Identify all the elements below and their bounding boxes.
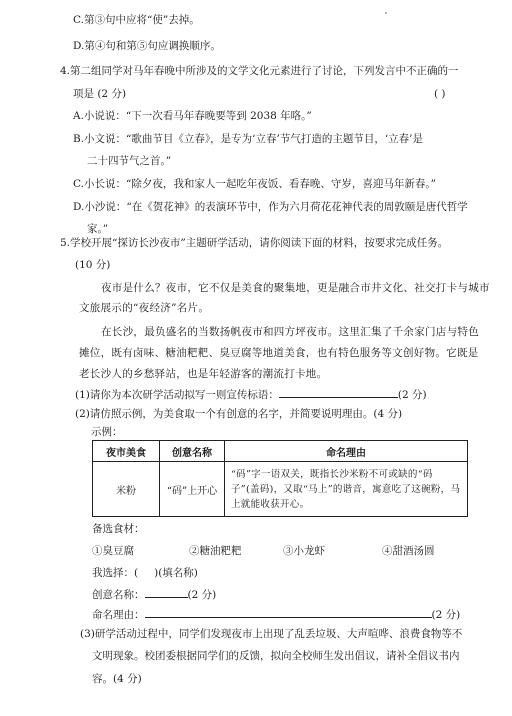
choice-suffix: )(填名称) [154,567,198,579]
header-food: 夜市美食 [93,441,160,462]
option-item-1: ①臭豆腐 [92,545,134,557]
subquestion-1 [75,386,427,402]
option-item-4: ④甜酒汤圆 [382,545,435,557]
naming-reason-blank[interactable] [145,606,432,618]
option-d: D.小沙说：“在《贺花神》的表演环节中，作为六月荷花花神代表的周敦颐是唐代哲学 [73,201,468,213]
material-paragraph-2: 在长沙，最负盛名的当数扬帆夜市和四方坪夜市。这里汇集了千余家门店与特色 [101,326,479,338]
option-item-3: ③小龙虾 [283,545,325,557]
subquestion-3-score: 容。(4 分) [92,673,142,685]
creative-name-label: 创意名称： [92,589,145,601]
question-5-stem: 5.学校开展“探访长沙夜市”主题研学活动，请你阅读下面的材料，按要求完成任务。 [60,237,449,249]
subquestion-3: (3)研学活动过程中，同学们发现夜市上出现了乱丢垃圾、大声喧哗、浪费食物等不 [80,628,463,640]
naming-reason-score: (2 分) [431,609,461,621]
subquestion-3-cont: 文明现象。校团委根据同学们的反馈，拟向全校师生发出倡议，请补全倡议书内 [92,650,460,662]
table-header-row [93,441,468,462]
cell-name: “码”上开心 [160,462,225,517]
option-c-previous: C.第③句中应将“使”去掉。 [73,14,200,26]
header-reason: 命名理由 [225,441,468,462]
slogan-answer-blank[interactable] [279,386,398,398]
creative-name-line [92,586,216,602]
options-label: 备选食材： [92,523,145,535]
material-paragraph-1: 夜市是什么？夜市，它不仅是美食的聚集地，更是融合市井文化、社交打卡与城市 [101,282,490,294]
question-4-stem-cont: 项是 (2 分) [73,88,127,100]
subquestion-1-text: (1)请你为本次研学活动拟写一则宣传标语： [75,389,279,401]
answer-parentheses: ( ) [434,88,446,100]
option-item-2: ②糖油粑粑 [189,545,242,557]
example-label: 示例： [91,426,123,438]
question-5-score: (10 分) [75,259,111,271]
creative-name-blank[interactable] [145,586,188,598]
option-c: C.小长说：“除夕夜，我和家人一起吃年夜饭、看春晚、守岁，喜迎马年新春。” [73,178,436,190]
option-b: B.小文说：“歌曲节目《立春》，是专为‘立春’节气打造的主题节目，‘立春’是 [73,133,424,145]
choice-line [92,566,198,580]
example-table [92,440,468,517]
material-paragraph-2-end: 老长沙人的乡愁驿站，也是年轻游客的潮流打卡地。 [79,368,328,380]
subquestion-1-score: (2 分) [397,389,427,401]
option-a: A.小说说：“下一次看马年春晚要等到 2038 年咯。” [73,110,312,122]
table-row [93,462,468,517]
scan-speck [385,12,387,14]
question-4-stem: 4.第二组同学对马年春晚中所涉及的文学文化元素进行了讨论，下列发言中不正确的一 [60,65,459,77]
material-paragraph-1-cont: 文旅展示的“夜经济”名片。 [79,302,210,314]
subquestion-2: (2)请仿照示例，为美食取一个有创意的名字，并简要说明理由。(4 分) [75,408,403,420]
option-d-previous: D.第④句和第⑤句应调换顺序。 [73,40,221,52]
naming-reason-label: 命名理由： [92,609,145,621]
naming-reason-line [92,606,460,622]
choice-prefix: 我选择：( [92,567,139,579]
option-d-cont: 家。” [87,223,109,235]
creative-name-score: (2 分) [187,589,217,601]
header-name: 创意名称 [160,441,225,462]
option-b-cont: 二十四节气之首。” [87,155,172,167]
cell-reason: “码”字一语双关，既指长沙米粉不可或缺的“码子”(盖码)，又取“马上”的谐音，寓意吃了这碗粉，马上就能收获开心。 [225,462,468,517]
cell-food: 米粉 [93,462,160,517]
material-paragraph-2-cont: 摊位，既有卤味、糖油粑粑、臭豆腐等地道美食，也有特色服务等文创好物。它既是 [79,347,479,359]
